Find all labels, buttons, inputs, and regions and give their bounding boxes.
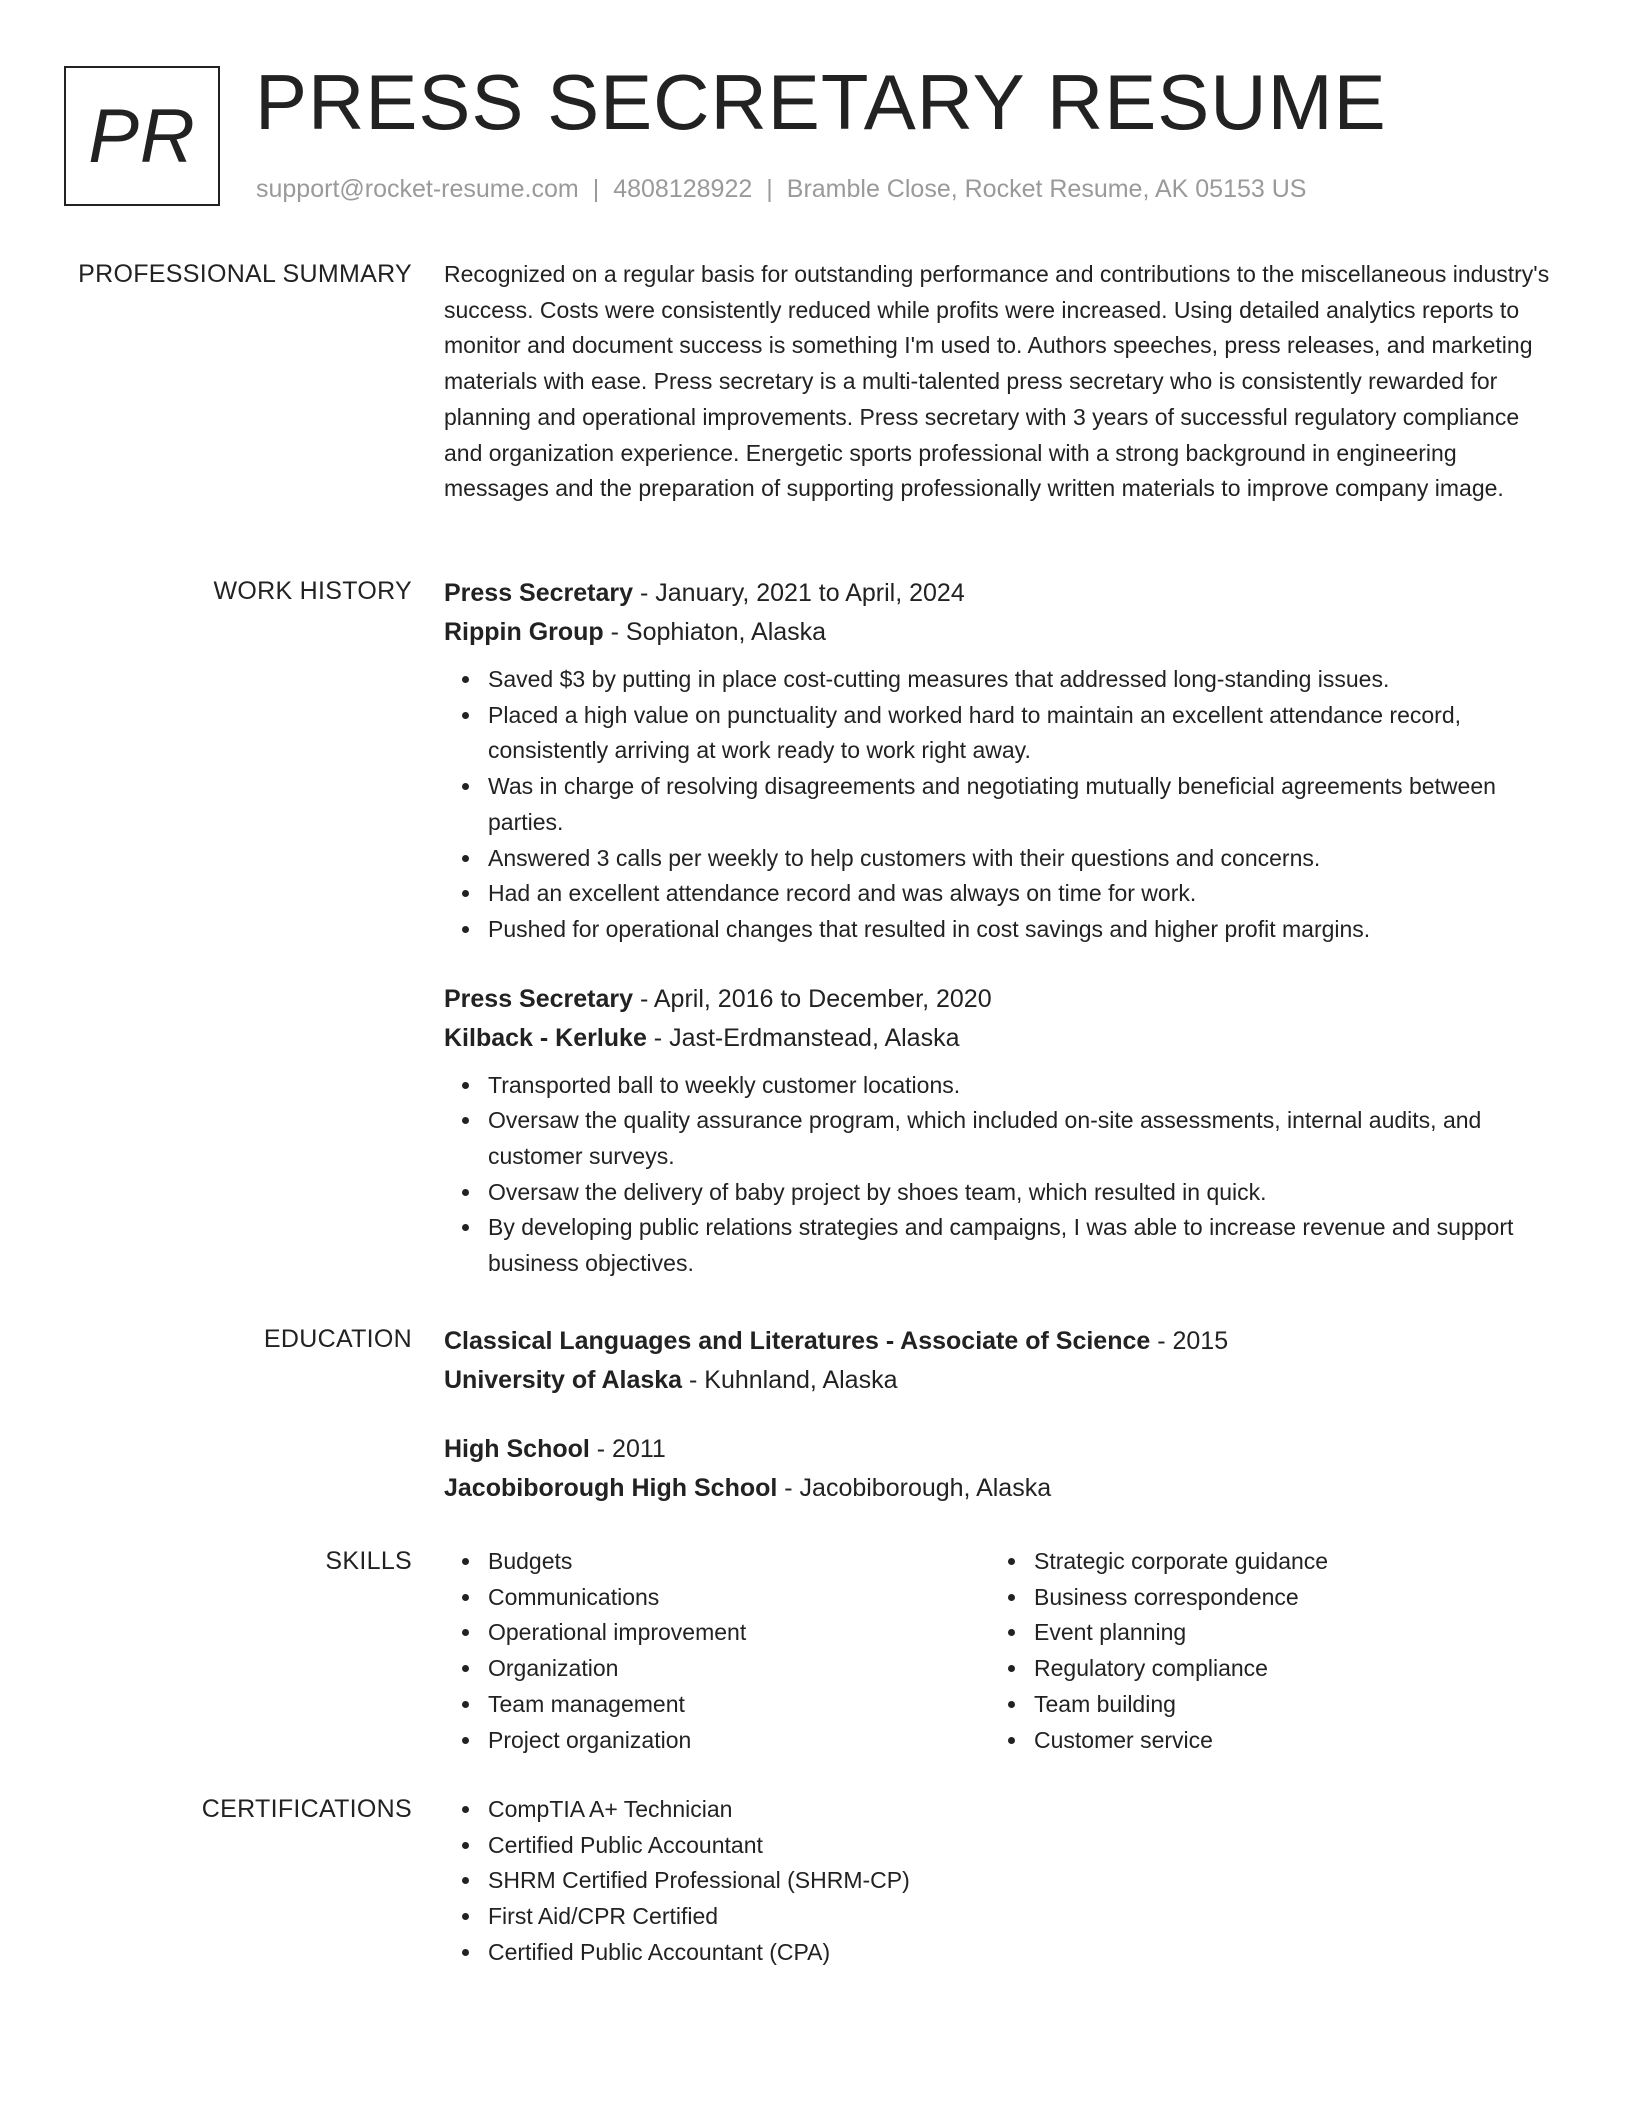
education-year: - 2011 [589, 1435, 666, 1463]
job-entry [444, 574, 1556, 948]
contact-separator: | [592, 175, 600, 203]
list-item: Budgets [488, 1544, 990, 1580]
summary-text: Recognized on a regular basis for outstanding performance and contributions to the miscellaneous industry's success. Costs were consistently reduced while profits were increased. Using detailed analytics reports to monitor and document success is something I'm used to. Authors speeches, press releases, and marketing materials with ease. Press secretary is a multi-talented press secretary who is consistently rewarded for planning and operational improvements. Press secretary with 3 years of successful regulatory compliance and organization experience. Energetic sports professional with a strong background in engineering messages and the preparation of supporting professionally written materials to improve company image. [444, 261, 1550, 502]
education-degree: Classical Languages and Literatures - Associate of Science [444, 1327, 1151, 1355]
section-label: WORK HISTORY [213, 577, 412, 605]
section-label: EDUCATION [263, 1325, 412, 1353]
page-title: PRESS SECRETARY RESUME [255, 58, 1387, 146]
education-school: Jacobiborough High School [444, 1474, 778, 1502]
list-item: Business correspondence [1034, 1580, 1536, 1616]
list-item: By developing public relations strategies and campaigns, I was able to increase revenue and support business objectives. [488, 1210, 1556, 1281]
list-item: Oversaw the quality assurance program, which included on-site assessments, internal audits, and customer surveys. [488, 1103, 1556, 1174]
list-item: Regulatory compliance [1034, 1651, 1536, 1687]
contact-separator: | [766, 175, 773, 203]
skills-list-left [444, 1544, 990, 1758]
list-item: Placed a high value on punctuality and worked hard to maintain an excellent attendance record, consistently arriving at work ready to work right away. [488, 698, 1556, 769]
job-company: Kilback - Kerluke [444, 1023, 647, 1052]
list-item: Transported ball to weekly customer locations. [488, 1068, 1556, 1104]
list-item: CompTIA A+ Technician [488, 1792, 1556, 1828]
job-bullets [444, 662, 1556, 948]
job-title: Press Secretary [444, 579, 634, 607]
education-location: - Kuhnland, Alaska [682, 1366, 898, 1394]
education-degree-line [444, 1430, 1556, 1469]
list-item: First Aid/CPR Certified [488, 1899, 1556, 1935]
contact-email: support@rocket-resume.com [256, 175, 579, 203]
list-item: Event planning [1034, 1615, 1536, 1651]
education-degree: High School [444, 1435, 590, 1463]
job-company-line [444, 1019, 1556, 1058]
section-body [444, 1792, 1556, 1971]
job-title-line [444, 574, 1556, 613]
list-item: Team building [1034, 1687, 1536, 1723]
list-item: Certified Public Accountant (CPA) [488, 1935, 1556, 1971]
job-location: - Jast-Erdmanstead, Alaska [646, 1023, 960, 1052]
education-degree-line [444, 1322, 1556, 1361]
certifications-list [444, 1792, 1556, 1971]
job-location: - Sophiaton, Alaska [603, 618, 827, 646]
list-item: Organization [488, 1651, 990, 1687]
education-school-line [444, 1469, 1556, 1508]
job-entry [444, 980, 1556, 1282]
section-label: CERTIFICATIONS [201, 1795, 412, 1823]
list-item: Operational improvement [488, 1615, 990, 1651]
list-item: Project organization [488, 1723, 990, 1759]
contact-address: Bramble Close, Rocket Resume, AK 05153 US [786, 175, 1307, 203]
list-item: Customer service [1034, 1723, 1536, 1759]
section-label: SKILLS [325, 1547, 412, 1575]
section-body [444, 1544, 1556, 1758]
section-body [444, 574, 1556, 1282]
job-company-line [444, 613, 1556, 652]
skills-columns [444, 1544, 1556, 1758]
list-item: Team management [488, 1687, 990, 1723]
education-entry [444, 1430, 1556, 1508]
contact-phone: 4808128922 [613, 175, 753, 203]
list-item: Had an excellent attendance record and was always on time for work. [488, 876, 1556, 912]
section-body [444, 1322, 1556, 1508]
section-body [444, 257, 1556, 507]
job-dates: - January, 2021 to April, 2024 [633, 579, 965, 607]
list-item: Saved $3 by putting in place cost-cutting measures that addressed long-standing issues. [488, 662, 1556, 698]
list-item: Was in charge of resolving disagreements and negotiating mutually beneficial agreements between parties. [488, 769, 1556, 840]
job-company: Rippin Group [444, 618, 604, 646]
list-item: Certified Public Accountant [488, 1828, 1556, 1864]
education-year: - 2015 [1150, 1327, 1229, 1355]
list-item: Oversaw the delivery of baby project by shoes team, which resulted in quick. [488, 1175, 1556, 1211]
list-item: Communications [488, 1580, 990, 1616]
job-dates: - April, 2016 to December, 2020 [633, 984, 992, 1013]
education-location: - Jacobiborough, Alaska [777, 1474, 1052, 1502]
education-school-line [444, 1361, 1556, 1400]
skills-list-right [990, 1544, 1536, 1758]
list-item: Pushed for operational changes that resulted in cost savings and higher profit margins. [488, 912, 1556, 948]
list-item: Answered 3 calls per weekly to help customers with their questions and concerns. [488, 841, 1556, 877]
education-school: University of Alaska [444, 1366, 683, 1394]
monogram-badge [64, 66, 220, 206]
contact-line [256, 172, 1306, 206]
education-entry [444, 1322, 1556, 1400]
list-item: Strategic corporate guidance [1034, 1544, 1536, 1580]
job-title-line [444, 980, 1556, 1019]
job-bullets [444, 1068, 1556, 1282]
monogram-initials: PR [88, 93, 196, 179]
section-label: PROFESSIONAL SUMMARY [78, 260, 412, 288]
list-item: SHRM Certified Professional (SHRM-CP) [488, 1863, 1556, 1899]
job-title: Press Secretary [444, 984, 634, 1013]
